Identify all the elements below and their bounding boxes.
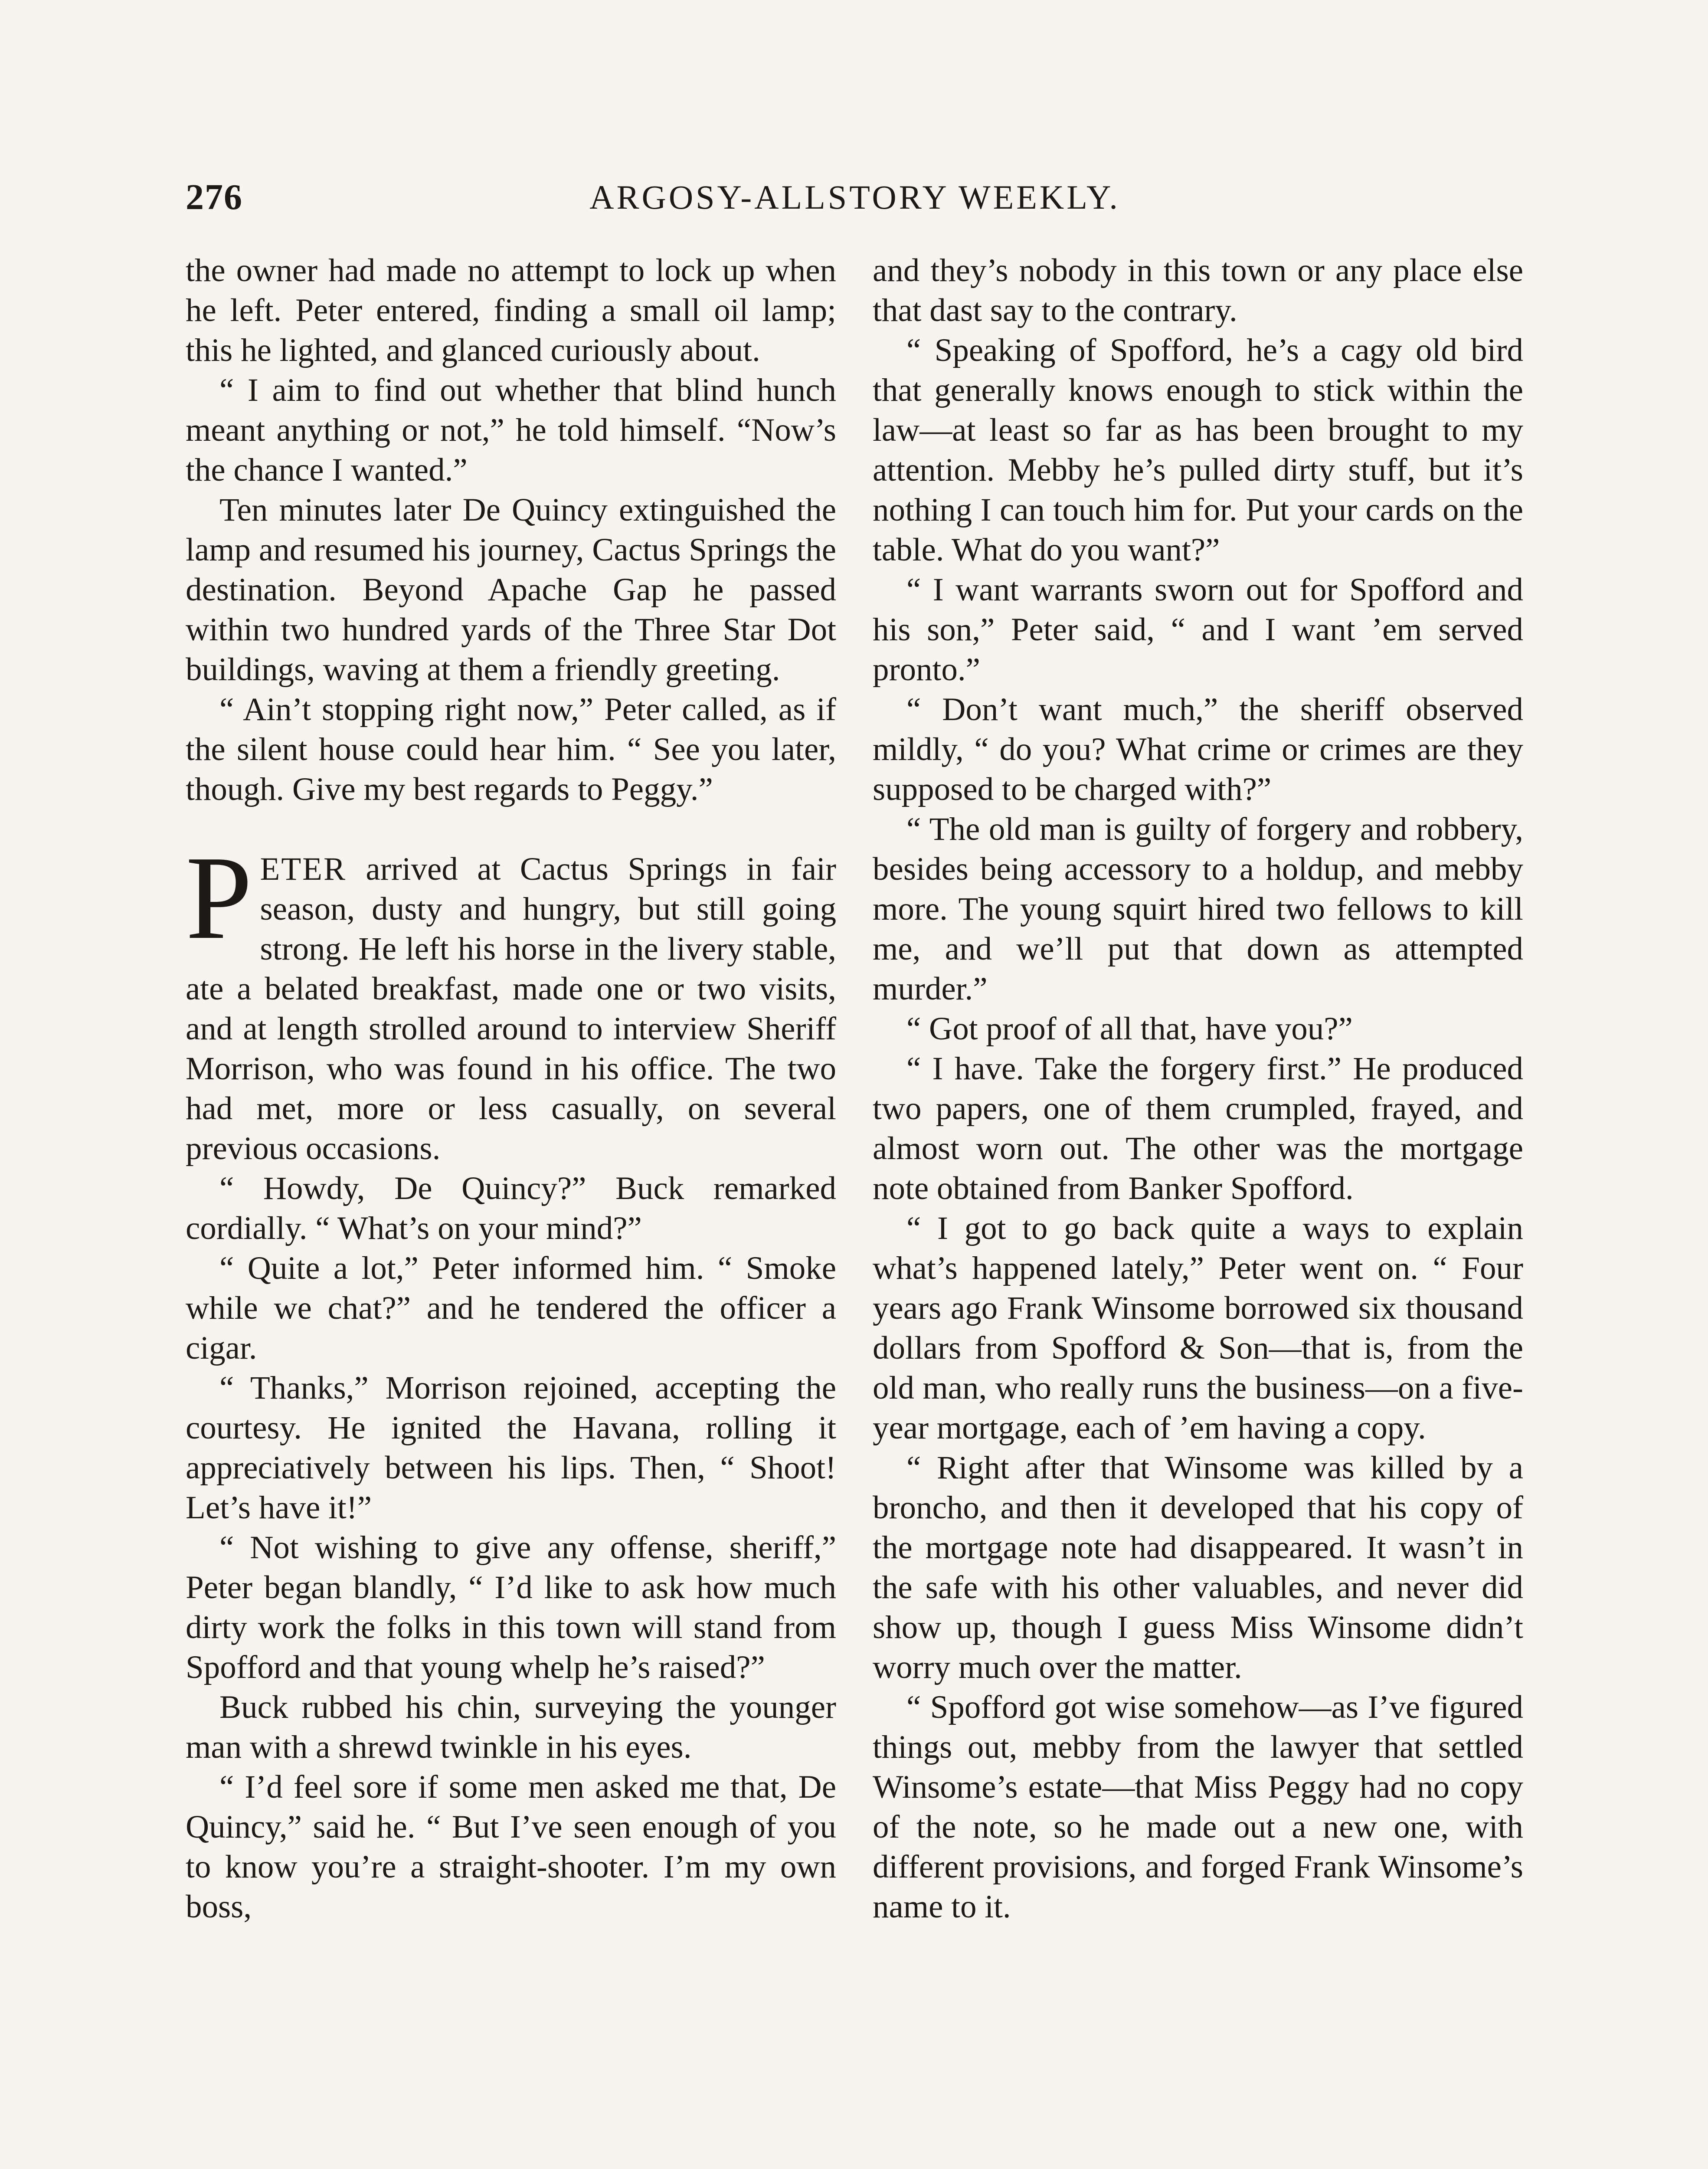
paragraph: “ Not wishing to give any offense, sheriff,” Peter began blandly, “ I’d like to ask how much dirty work the folks in this town will stand from Spofford and that young whelp he’s raised?”: [186, 1530, 836, 1685]
right-column: [873, 251, 1523, 1927]
small-caps-lead: ETER: [260, 851, 347, 887]
paragraph: “ Thanks,” Morrison rejoined, accepting the courtesy. He ignited the Havana, rolling it appreciatively between his lips. Then, “ Shoot! Let’s have it!”: [186, 1370, 836, 1526]
paragraph: Ten minutes later De Quincy extinguished the lamp and resumed his journey, Cactus Springs the destination. Beyond Apache Gap he passed within two hundred yards of the Three Star Dot buildings, waving at them a friendly greeting.: [186, 492, 836, 688]
paragraph: “ Speaking of Spofford, he’s a cagy old bird that generally knows enough to stick within the law—at least so far as has been brought to my attention. Mebby he’s pulled dirty stuff, but it’s nothing I can touch him for. Put your cards on the table. What do you want?”: [873, 332, 1523, 568]
paragraph-text: arrived at Cactus Springs in fair season, dusty and hungry, but still going strong. He left his horse in the livery stable, ate a belated breakfast, made one or two visits, and at length strolled around to interview Sheriff Morrison, who was found in his office. The two had met, more or less casually, on several previous occasions.: [186, 851, 836, 1166]
paragraph: “ I have. Take the forgery first.” He produced two papers, one of them crumpled, frayed, and almost worn out. The other was the mortgage note obtained from Banker Spofford.: [873, 1051, 1523, 1206]
paragraph: “ Quite a lot,” Peter informed him. “ Smoke while we chat?” and he tendered the officer a cigar.: [186, 1250, 836, 1366]
paragraph: “ Spofford got wise somehow—as I’ve figured things out, mebby from the lawyer that settled Winsome’s estate—that Miss Peggy had no copy of the note, so he made out a new one, with different provisions, and forged Frank Winsome’s name to it.: [873, 1689, 1523, 1925]
paragraph: and they’s nobody in this town or any place else that dast say to the contrary.: [873, 252, 1523, 328]
paragraph: “ I got to go back quite a ways to explain what’s happened lately,” Peter went on. “ Four years ago Frank Winsome borrowed six thousand dollars from Spofford & Son—that is, from the old man, who really runs the business—on a five-year mortgage, each of ’em having a copy.: [873, 1210, 1523, 1446]
paragraph: Buck rubbed his chin, surveying the younger man with a shrewd twinkle in his eyes.: [186, 1689, 836, 1765]
paragraph: “ I aim to find out whether that blind hunch meant anything or not,” he told himself. “Now’s the chance I wanted.”: [186, 372, 836, 488]
paragraph: “ I want warrants sworn out for Spofford and his son,” Peter said, “ and I want ’em served pronto.”: [873, 572, 1523, 688]
paragraph: “ I’d feel sore if some men asked me that, De Quincy,” said he. “ But I’ve seen enough of you to know you’re a straight-shooter. I’m my own boss,: [186, 1769, 836, 1925]
page-header: [186, 171, 1524, 223]
paragraph: “ Howdy, De Quincy?” Buck remarked cordially. “ What’s on your mind?”: [186, 1170, 836, 1246]
section-opening-paragraph: [186, 831, 836, 1169]
paragraph: “ Right after that Winsome was killed by a broncho, and then it developed that his copy of the mortgage note had disappeared. It wasn’t in the safe with his other valuables, and never did show up, though I guess Miss Winsome didn’t worry much over the matter.: [873, 1450, 1523, 1685]
paragraph: “ The old man is guilty of forgery and robbery, besides being accessory to a holdup, and mebby more. The young squirt hired two fellows to kill me, and we’ll put that down as attempted murder.”: [873, 811, 1523, 1007]
drop-cap: P: [186, 831, 252, 964]
running-title: ARGOSY-ALLSTORY WEEKLY.: [589, 178, 1120, 216]
paragraph: the owner had made no attempt to lock up when he left. Peter entered, finding a small oil lamp; this he lighted, and glanced curiously about.: [186, 252, 836, 368]
left-column: [186, 251, 836, 1927]
paragraph: “ Ain’t stopping right now,” Peter called, as if the silent house could hear him. “ See you later, though. Give my best regards to Peggy.”: [186, 691, 836, 807]
page-number: 276: [186, 177, 243, 217]
paragraph: “ Don’t want much,” the sheriff observed mildly, “ do you? What crime or crimes are they supposed to be charged with?”: [873, 691, 1523, 807]
paragraph: “ Got proof of all that, have you?”: [906, 1011, 1353, 1047]
